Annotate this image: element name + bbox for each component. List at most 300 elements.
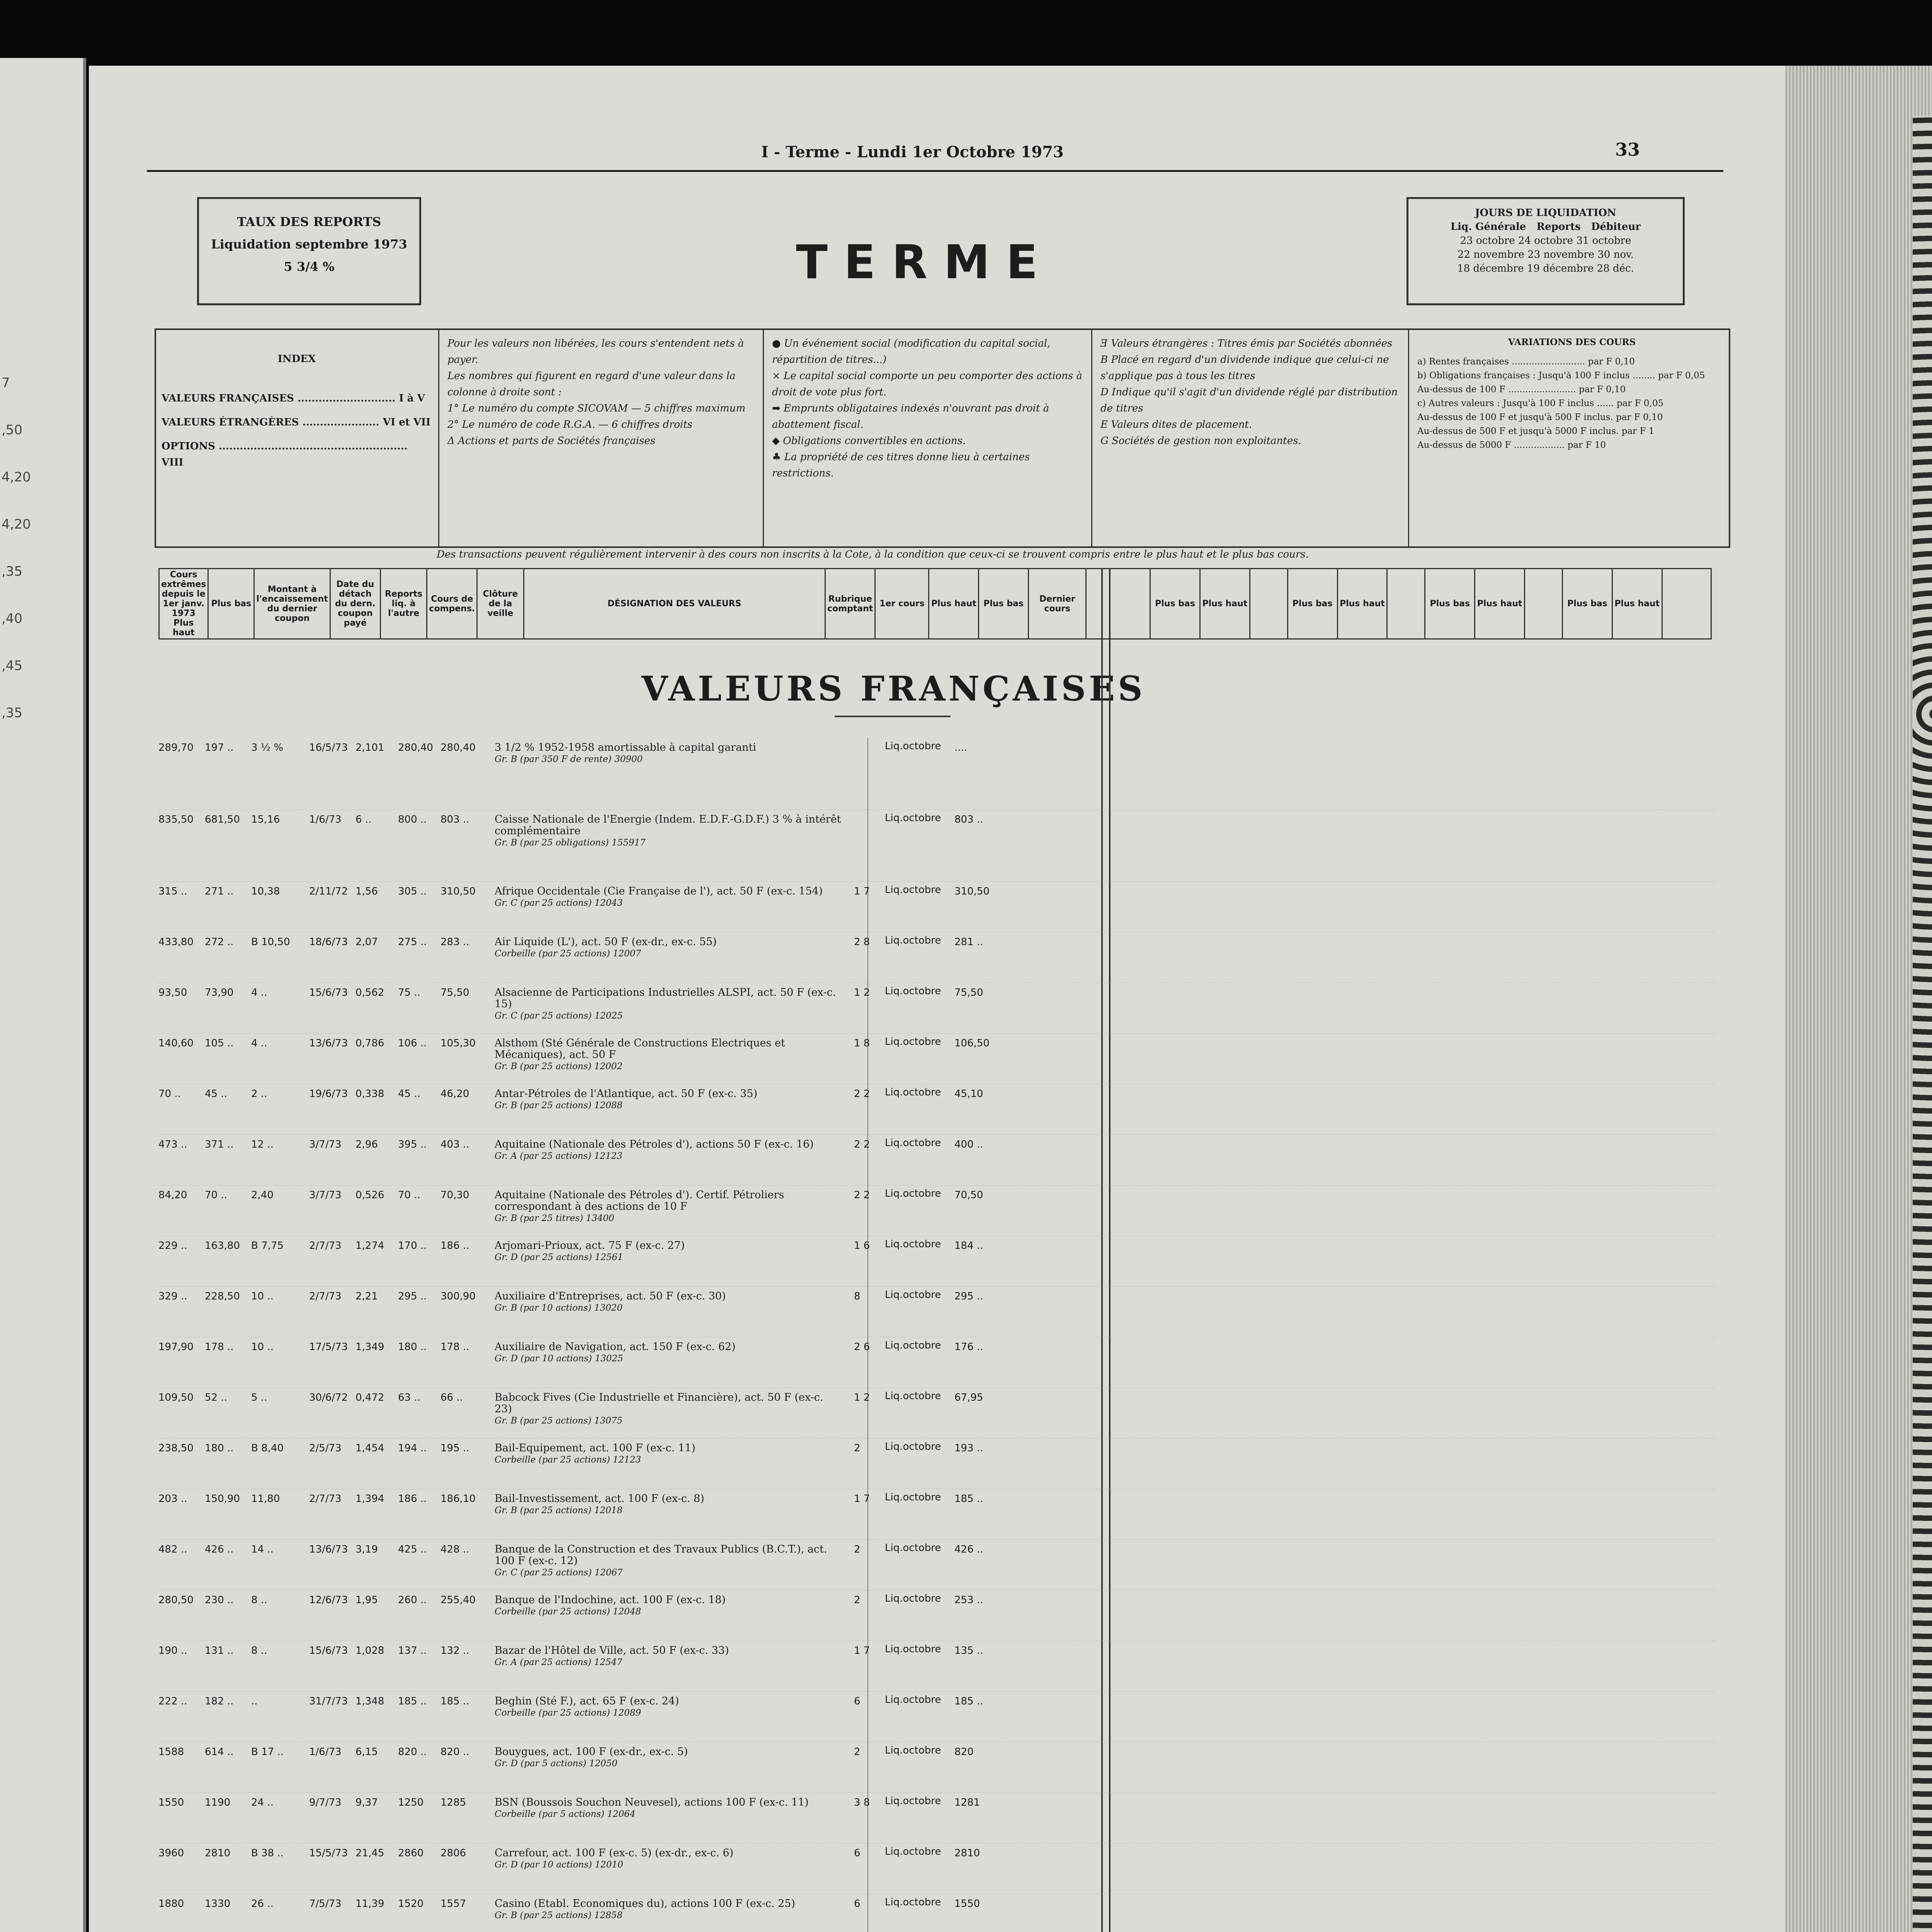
cell-cmp: 75 .. <box>398 987 420 998</box>
security-group: Gr. C (par 25 actions) 12043 <box>495 898 623 908</box>
cell-hi: 1588 <box>158 1746 184 1758</box>
security-title: Casino (Etabl. Economiques du), actions 100 F (ex-c. 25) <box>495 1898 795 1910</box>
info-separator <box>438 330 439 546</box>
cell-r: 1 2 <box>854 1392 870 1403</box>
cell-lo: 105 .. <box>205 1037 234 1049</box>
cell-rep: 1,95 <box>355 1594 378 1606</box>
cell-first-course <box>885 1693 941 1706</box>
header-rule <box>147 170 1723 172</box>
cell-first-course <box>885 1389 941 1403</box>
security-name <box>495 1037 842 1072</box>
cell-r: 2 <box>854 1544 861 1555</box>
cell-rep: 2,07 <box>355 936 378 948</box>
cell-dt: 2/11/72 <box>309 886 348 897</box>
security-name <box>495 1493 842 1516</box>
cell-clo: 105,30 <box>440 1037 476 1049</box>
taux-title: TAUX DES REPORTS <box>237 214 381 229</box>
security-name <box>495 1898 842 1921</box>
column-header: Plus bas <box>1425 569 1475 639</box>
cell-first-value: 400 .. <box>954 1139 983 1150</box>
cell-r: 1 7 <box>854 1645 870 1656</box>
cell-r: 6 <box>854 1898 861 1910</box>
cell-r: 8 <box>854 1291 861 1302</box>
section-title: VALEURS FRANÇAISES <box>641 668 1146 709</box>
cell-dt: 18/6/73 <box>309 936 348 948</box>
cell-hi: 482 .. <box>158 1544 187 1555</box>
security-row <box>158 1034 1716 1084</box>
cell-first-value: 1550 <box>954 1898 980 1910</box>
cell-clo: 186 .. <box>440 1240 469 1252</box>
cell-rep: 21,45 <box>355 1847 384 1859</box>
cell-hi: 280,50 <box>158 1594 194 1606</box>
transactions-note: Des transactions peuvent régulièrement intervenir à des cours non inscrits à la Cote, à la condition que ceux-ci se trouvent compris entre le plus haut et le plus bas cours. <box>437 549 1309 560</box>
cell-hi: 109,50 <box>158 1392 194 1403</box>
cell-lo: 182 .. <box>205 1696 234 1707</box>
cell-clo: 803 .. <box>440 814 469 825</box>
cell-first-course <box>885 1035 941 1048</box>
cell-lo: 426 .. <box>205 1544 234 1555</box>
cell-cmp: 1250 <box>398 1797 424 1808</box>
liquidation-row: 23 octobre 24 octobre 31 octobre <box>1460 235 1631 247</box>
security-group: Gr. D (par 10 actions) 13025 <box>495 1354 623 1364</box>
cell-clo: 70,30 <box>440 1189 469 1201</box>
cell-hi: 93,50 <box>158 987 187 998</box>
security-group: Gr. D (par 5 actions) 12050 <box>495 1759 617 1769</box>
cell-rep: 2,96 <box>355 1139 378 1150</box>
security-group: Gr. B (par 25 actions) 13075 <box>495 1416 623 1426</box>
cell-cmp: 170 .. <box>398 1240 427 1252</box>
column-header-row <box>159 569 1711 639</box>
security-row <box>158 1894 1716 1932</box>
cell-r: 6 <box>854 1847 861 1859</box>
cell-cp: 10,38 <box>251 886 280 897</box>
legend-line: D Indique qu'il s'agit d'un dividende réglé par distribution de titres <box>1100 386 1398 414</box>
security-row <box>158 810 1716 882</box>
cell-cmp: 137 .. <box>398 1645 427 1656</box>
security-group: Gr. A (par 25 actions) 12123 <box>495 1151 622 1161</box>
security-name <box>495 1797 842 1820</box>
liq-col-reports: Reports <box>1536 221 1581 233</box>
legend-line: ◆ Obligations convertibles en actions. <box>772 435 966 447</box>
variation-line: Au-dessus de 5000 F .................. par F 10 <box>1417 440 1606 450</box>
column-header: Plus bas <box>1287 569 1337 639</box>
cell-r: 6 <box>854 1696 861 1707</box>
cell-cmp: 194 .. <box>398 1442 427 1454</box>
cell-first-course <box>885 985 941 998</box>
security-title: Banque de l'Indochine, act. 100 F (ex-c. 18) <box>495 1594 726 1606</box>
info-separator <box>1408 330 1409 546</box>
cell-clo: 195 .. <box>440 1442 469 1454</box>
column-header: Plus haut <box>1337 569 1387 639</box>
cell-first-course <box>885 883 941 896</box>
security-name <box>495 814 842 849</box>
cell-hi: 329 .. <box>158 1291 187 1302</box>
cell-dt: 2/7/73 <box>309 1240 342 1252</box>
note-line: Pour les valeurs non libérées, les cours s'entendent nets à payer. <box>447 338 744 366</box>
security-name <box>495 1088 842 1111</box>
cell-hi: 190 .. <box>158 1645 187 1656</box>
security-title: Beghin (Sté F.), act. 65 F (ex-c. 24) <box>495 1695 679 1707</box>
section-title-rule <box>835 716 951 717</box>
security-row <box>158 1084 1716 1135</box>
cell-dt: 19/6/73 <box>309 1088 348 1100</box>
cell-cp: 8 .. <box>251 1594 267 1606</box>
cell-cmp: 295 .. <box>398 1291 427 1302</box>
security-title: Carrefour, act. 100 F (ex-c. 5) (ex-dr., ex-c. 6) <box>495 1847 734 1859</box>
cell-clo: 2806 <box>440 1847 466 1859</box>
cell-lo: 2810 <box>205 1847 231 1859</box>
cell-dt: 1/6/73 <box>309 814 342 825</box>
security-row <box>158 1236 1716 1287</box>
security-row <box>158 882 1716 932</box>
cell-first-value: 1281 <box>954 1797 980 1808</box>
cell-first-course <box>885 1440 941 1453</box>
cell-clo: 185 .. <box>440 1696 469 1707</box>
cell-cp: 12 .. <box>251 1139 274 1150</box>
cell-dt: 9/7/73 <box>309 1797 342 1808</box>
cell-rep: 1,454 <box>355 1442 384 1454</box>
column-header: Plus bas <box>979 569 1029 639</box>
liq-col-generale: Liq. Générale <box>1450 221 1526 233</box>
cell-first-course <box>885 1086 941 1099</box>
cell-hi: 203 .. <box>158 1493 187 1505</box>
cell-hi: 433,80 <box>158 936 194 948</box>
cell-cp: 26 .. <box>251 1898 274 1910</box>
cell-first-course <box>885 1187 941 1200</box>
variation-line: b) Obligations françaises : Jusqu'à 100 F inclus ........ par F 0,05 <box>1417 371 1705 381</box>
security-group: Gr. B (par 25 actions) 12018 <box>495 1505 623 1515</box>
column-header: Plus haut <box>1200 569 1250 639</box>
cell-cmp: 275 .. <box>398 936 427 948</box>
cell-hi: 3960 <box>158 1847 184 1859</box>
liq-col-debiteur: Débiteur <box>1591 221 1641 233</box>
variation-line: Au-dessus de 500 F et jusqu'à 5000 F inclus. par F 1 <box>1417 426 1655 436</box>
marbled-book-edge <box>1913 116 1932 1932</box>
cell-clo: 1285 <box>440 1797 466 1808</box>
liq-label: Liq.octobre <box>885 1441 941 1452</box>
column-header: Plus bas <box>208 569 254 639</box>
liq-label: Liq.octobre <box>885 1087 941 1098</box>
cell-first-course <box>885 1896 941 1909</box>
security-row <box>158 1388 1716 1439</box>
liquidation-headers <box>1408 220 1683 234</box>
notes-block <box>442 335 762 449</box>
liq-label: Liq.octobre <box>885 1745 941 1756</box>
security-name <box>495 1240 842 1263</box>
liq-label: Liq.octobre <box>885 884 941 896</box>
liq-label: Liq.octobre <box>885 1694 941 1706</box>
security-row <box>158 1742 1716 1793</box>
cell-cp: .. <box>251 1696 258 1707</box>
cell-r: 2 2 <box>854 1189 870 1201</box>
cell-dt: 16/5/73 <box>309 742 348 753</box>
cell-lo: 230 .. <box>205 1594 234 1606</box>
cell-rep: 0,786 <box>355 1037 384 1049</box>
cell-cp: 24 .. <box>251 1797 274 1808</box>
security-title: Bail-Equipement, act. 100 F (ex-c. 11) <box>495 1442 696 1454</box>
security-title: BSN (Boussois Souchon Neuvesel), actions 100 F (ex-c. 11) <box>495 1796 809 1808</box>
cell-cmp: 186 .. <box>398 1493 427 1505</box>
cell-first-course <box>885 811 941 825</box>
liq-label: Liq.octobre <box>885 812 941 824</box>
cell-first-course <box>885 1744 941 1757</box>
cell-first-course <box>885 1592 941 1605</box>
note-line: 2° Le numéro de code R.G.A. — 6 chiffres droits <box>447 419 693 430</box>
cell-cmp: 2860 <box>398 1847 424 1859</box>
legend-line: Ǝ Valeurs étrangères : Titres émis par Sociétés abonnées <box>1100 338 1393 349</box>
cell-clo: 300,90 <box>440 1291 476 1302</box>
info-block <box>155 328 1730 548</box>
cell-dt: 7/5/73 <box>309 1898 342 1910</box>
cell-first-value: 45,10 <box>954 1088 983 1100</box>
liq-label: Liq.octobre <box>885 1542 941 1554</box>
cell-dt: 13/6/73 <box>309 1544 348 1555</box>
column-header: Date du détach du dern. coupon payé <box>330 569 380 639</box>
main-title: TERME <box>796 236 1054 289</box>
cell-cp: B 10,50 <box>251 936 290 948</box>
cell-lo: 197 .. <box>205 742 234 753</box>
cell-lo: 371 .. <box>205 1139 234 1150</box>
liquidation-row: 18 décembre 19 décembre 28 déc. <box>1457 263 1634 274</box>
liq-label: Liq.octobre <box>885 1492 941 1503</box>
cell-rep: 0,472 <box>355 1392 384 1403</box>
cell-first-value: 185 .. <box>954 1493 983 1505</box>
variation-line: Au-dessus de 100 F ........................ par F 0,10 <box>1417 384 1626 395</box>
security-group: Corbeille (par 25 actions) 12007 <box>495 949 641 959</box>
cell-dt: 15/6/73 <box>309 987 348 998</box>
cell-dt: 17/5/73 <box>309 1341 348 1353</box>
note-line: Δ Actions et parts de Sociétés françaises <box>447 435 656 447</box>
cell-cp: 11,80 <box>251 1493 280 1505</box>
column-header: Reports liq. à l'autre <box>380 569 427 639</box>
cell-cmp: 395 .. <box>398 1139 427 1150</box>
cell-first-course <box>885 1288 941 1301</box>
variation-line: Au-dessus de 100 F et jusqu'à 500 F inclus. par F 0,10 <box>1417 412 1663 422</box>
ledger-page <box>89 66 1785 1932</box>
cell-lo: 73,90 <box>205 987 234 998</box>
security-name <box>495 1139 842 1162</box>
cell-hi: 197,90 <box>158 1341 194 1353</box>
book-page-stack <box>1770 66 1932 1932</box>
security-name <box>495 1696 842 1719</box>
cell-first-value: 803 .. <box>954 814 983 825</box>
cell-rep: 6 .. <box>355 814 372 825</box>
security-name <box>495 1594 842 1617</box>
legend-line: ➡ Emprunts obligataires indexés n'ouvrant pas droit à abattement fiscal. <box>772 403 1049 430</box>
security-row <box>158 1489 1716 1540</box>
cell-rep: 1,348 <box>355 1696 384 1707</box>
cell-r: 2 <box>854 1746 861 1758</box>
security-row <box>158 1287 1716 1337</box>
cell-lo: 681,50 <box>205 814 240 825</box>
cell-cp: 2 .. <box>251 1088 267 1100</box>
cell-cmp: 305 .. <box>398 886 427 897</box>
taux-reports-box <box>197 197 421 305</box>
cell-clo: 280,40 <box>440 742 476 753</box>
liq-label: Liq.octobre <box>885 1390 941 1402</box>
cell-lo: 45 .. <box>205 1088 227 1100</box>
legend-line: × Le capital social comporte un peu comporter des actions à droit de vote plus fort. <box>772 370 1083 398</box>
security-row <box>158 1135 1716 1185</box>
cell-cmp: 1520 <box>398 1898 424 1910</box>
column-header: Clôture de la veille <box>477 569 524 639</box>
security-group: Gr. D (par 25 actions) 12561 <box>495 1252 623 1262</box>
cell-cp: B 17 .. <box>251 1746 284 1758</box>
note-line: Les nombres qui figurent en regard d'une valeur dans la colonne à droite sont : <box>447 370 736 398</box>
cell-cmp: 45 .. <box>398 1088 420 1100</box>
security-title: Aquitaine (Nationale des Pétroles d'). Certif. Pétroliers correspondant à des actions de 10 F <box>495 1189 784 1213</box>
security-group: Gr. B (par 25 obligations) 155917 <box>495 838 646 848</box>
liq-label: Liq.octobre <box>885 1593 941 1604</box>
cell-dt: 30/6/72 <box>309 1392 348 1403</box>
liq-label: Liq.octobre <box>885 1846 941 1857</box>
variation-line: a) Rentes françaises .......................... par F 0,10 <box>1417 357 1635 367</box>
liq-label: Liq.octobre <box>885 1896 941 1908</box>
cell-hi: 835,50 <box>158 814 194 825</box>
cell-r: 2 <box>854 1594 861 1606</box>
cell-lo: 70 .. <box>205 1189 227 1201</box>
security-name <box>495 1544 842 1578</box>
security-title: Afrique Occidentale (Cie Française de l'), act. 50 F (ex-c. 154) <box>495 885 823 897</box>
cell-rep: 0,562 <box>355 987 384 998</box>
liquidation-title: JOURS DE LIQUIDATION <box>1475 207 1616 219</box>
cell-first-value: 2810 <box>954 1847 980 1859</box>
cell-rep: 3,19 <box>355 1544 378 1555</box>
cell-cp: 5 .. <box>251 1392 267 1403</box>
security-group: Gr. C (par 25 actions) 12025 <box>495 1011 623 1021</box>
security-group: Corbeille (par 25 actions) 12123 <box>495 1455 641 1465</box>
security-title: Bouygues, act. 100 F (ex-dr., ex-c. 5) <box>495 1746 688 1758</box>
cell-cmp: 185 .. <box>398 1696 427 1707</box>
cell-cmp: 280,40 <box>398 742 433 753</box>
cell-hi: 140,60 <box>158 1037 194 1049</box>
cell-hi: 315 .. <box>158 886 187 897</box>
liq-label: Liq.octobre <box>885 1289 941 1301</box>
cell-r: 1 7 <box>854 1493 870 1505</box>
security-title: Antar-Pétroles de l'Atlantique, act. 50 F (ex-c. 35) <box>495 1088 758 1100</box>
cell-cmp: 820 .. <box>398 1746 427 1758</box>
cell-first-value: 176 .. <box>954 1341 983 1353</box>
index-line: VALEURS FRANÇAISES ............................ I à V <box>162 393 425 404</box>
cell-cmp: 260 .. <box>398 1594 427 1606</box>
cell-first-course <box>885 1845 941 1858</box>
cell-rep: 1,56 <box>355 886 378 897</box>
cell-r: 2 8 <box>854 936 870 948</box>
cell-lo: 163,80 <box>205 1240 240 1252</box>
cell-cp: 4 .. <box>251 987 267 998</box>
security-title: 3 1/2 % 1952-1958 amortissable à capital garanti <box>495 742 757 753</box>
security-group: Gr. A (par 25 actions) 12547 <box>495 1657 622 1667</box>
security-group: Gr. D (par 10 actions) 12010 <box>495 1860 623 1870</box>
cell-clo: 310,50 <box>440 886 476 897</box>
cell-cp: B 8,40 <box>251 1442 284 1454</box>
security-title: Auxiliaire d'Entreprises, act. 50 F (ex-c. 30) <box>495 1290 726 1302</box>
taux-line2: 5 3/4 % <box>284 259 335 274</box>
security-row <box>158 1337 1716 1388</box>
cell-dt: 13/6/73 <box>309 1037 348 1049</box>
cell-cp: B 38 .. <box>251 1847 284 1859</box>
security-name <box>495 1847 842 1871</box>
security-title: Caisse Nationale de l'Energie (Indem. E.D.F.-G.D.F.) 3 % à intérêt complémentaire <box>495 813 841 837</box>
security-title: Auxiliaire de Navigation, act. 150 F (ex-c. 62) <box>495 1341 736 1353</box>
cell-dt: 31/7/73 <box>309 1696 348 1707</box>
variations-title: VARIATIONS DES COURS <box>1508 337 1636 347</box>
cell-lo: 1190 <box>205 1797 231 1808</box>
cell-hi: 1880 <box>158 1898 184 1910</box>
column-header <box>1525 569 1563 639</box>
cell-first-course <box>885 934 941 947</box>
security-row <box>158 1540 1716 1590</box>
left-page-fragments: 7 ,50 4,20 4,20 ,35 ,40 ,45 ,35 <box>2 375 31 721</box>
note-line: 1° Le numéro du compte SICOVAM — 5 chiffres maximum <box>447 403 746 414</box>
cell-cp: 8 .. <box>251 1645 267 1656</box>
cell-clo: 178 .. <box>440 1341 469 1353</box>
left-page-edge <box>0 58 86 1932</box>
column-header-table <box>158 568 1712 639</box>
security-row <box>158 932 1716 983</box>
securities-list <box>158 738 1716 1932</box>
cell-lo: 614 .. <box>205 1746 234 1758</box>
cell-dt: 2/7/73 <box>309 1493 342 1505</box>
security-row <box>158 1793 1716 1844</box>
cell-first-value: 281 .. <box>954 936 983 948</box>
cell-cp: B 7,75 <box>251 1240 284 1252</box>
liq-label: Liq.octobre <box>885 1795 941 1807</box>
security-group: Corbeille (par 25 actions) 12048 <box>495 1607 641 1617</box>
cell-cp: 10 .. <box>251 1341 274 1353</box>
cell-first-course <box>885 1491 941 1504</box>
cell-clo: 132 .. <box>440 1645 469 1656</box>
cell-first-course <box>885 1794 941 1808</box>
security-name <box>495 987 842 1022</box>
column-header: Plus haut <box>1475 569 1525 639</box>
cell-cp: 3 ½ % <box>251 742 283 753</box>
cell-hi: 238,50 <box>158 1442 194 1454</box>
cell-first-course <box>885 740 941 753</box>
cell-clo: 186,10 <box>440 1493 476 1505</box>
cell-first-value: 135 .. <box>954 1645 983 1656</box>
column-header: Montant à l'encaissement du dernier coupon <box>254 569 330 639</box>
cell-r: 1 7 <box>854 886 870 897</box>
cell-dt: 15/5/73 <box>309 1847 348 1859</box>
cell-first-value: 67,95 <box>954 1392 983 1403</box>
security-name <box>495 886 842 909</box>
security-row <box>158 1844 1716 1894</box>
column-header <box>1662 569 1711 639</box>
cell-first-value: 184 .. <box>954 1240 983 1252</box>
cell-r: 3 8 <box>854 1797 870 1808</box>
cell-clo: 66 .. <box>440 1392 463 1403</box>
cell-r: 2 2 <box>854 1139 870 1150</box>
cell-cp: 15,16 <box>251 814 280 825</box>
cell-first-value: 70,50 <box>954 1189 983 1201</box>
liquidation-box <box>1406 197 1685 305</box>
column-header: Plus haut <box>1612 569 1662 639</box>
security-title: Babcock Fives (Cie Industrielle et Financière), act. 50 F (ex-c. 23) <box>495 1391 823 1415</box>
cell-first-value: 106,50 <box>954 1037 990 1049</box>
cell-lo: 150,90 <box>205 1493 240 1505</box>
column-header <box>1250 569 1287 639</box>
index-title: INDEX <box>277 353 316 365</box>
cell-first-value: 295 .. <box>954 1291 983 1302</box>
cell-rep: 11,39 <box>355 1898 384 1910</box>
taux-line1: Liquidation septembre 1973 <box>211 237 407 252</box>
security-group: Gr. C (par 25 actions) 12067 <box>495 1568 623 1578</box>
cell-rep: 9,37 <box>355 1797 378 1808</box>
cell-hi: 222 .. <box>158 1696 187 1707</box>
cell-cmp: 180 .. <box>398 1341 427 1353</box>
column-header: Dernier cours <box>1029 569 1086 639</box>
